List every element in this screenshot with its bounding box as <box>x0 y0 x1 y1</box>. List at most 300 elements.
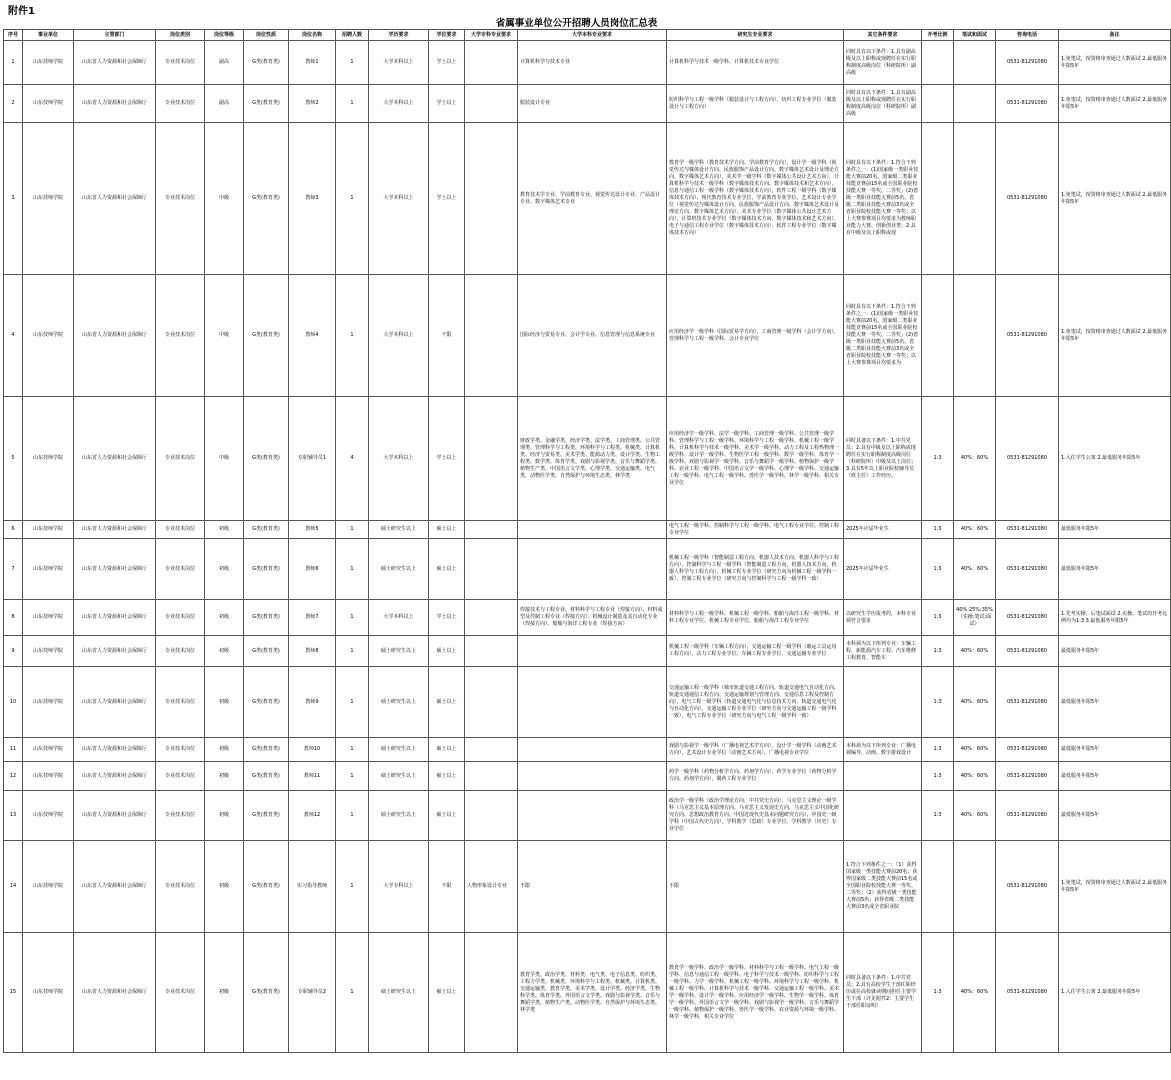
col-header: 学历要求 <box>369 30 429 41</box>
cell-text: 山东省人力资源和社会保障厅 <box>81 772 147 779</box>
cell-text: 专业技术岗位 <box>164 614 195 620</box>
cell-ratio <box>922 841 954 933</box>
cell-degree <box>429 275 465 397</box>
cell-text: 专业技术岗位 <box>164 746 195 752</box>
cell-text: 不限 <box>441 883 452 889</box>
cell-text: 1 <box>350 772 354 779</box>
cell-category <box>156 933 205 1053</box>
cell-name <box>289 667 336 738</box>
cell-text: 政治学一级学科（政治学理论方向、中共党史方向），马克思主义理论一级学科（马克思主义基本原理方向、马克思主义发展史方向、马克思主义中国化研究方向、思想政治教育方向、中国近现代史基本问题研究方向），中国史一级学科（中国古代史方向），学科教学（思政）专业学位、学科教学（历史）专业学位 <box>669 798 840 832</box>
cell-text: 专业技术岗位 <box>164 526 195 532</box>
table-body <box>4 41 1171 1053</box>
cell-undergrad <box>518 521 667 539</box>
table-row <box>4 791 1171 841</box>
cell-text: 0531-81291080 <box>1007 647 1047 654</box>
cell-text: 山东省人力资源和社会保障厅 <box>81 455 147 461</box>
cell-edu <box>369 397 429 521</box>
cell-text: 硕士研究生以上 <box>380 698 416 705</box>
cell-weight <box>954 600 996 636</box>
cell-level <box>205 738 244 762</box>
cell-text: 2 <box>11 100 15 106</box>
cell-unit <box>23 123 74 275</box>
cell-unit <box>23 600 74 636</box>
cell-text: 2025年应届毕业生 <box>846 565 889 572</box>
cell-text: 专业技术岗位 <box>164 100 195 106</box>
cell-text: 1.免笔试，按资格审查通过人数面试 2.最低服务年限5年 <box>1061 96 1168 110</box>
cell-text: 0531-81291080 <box>1007 526 1047 532</box>
cell-text: 教育学类、政治学类、材料类、电气类、电子信息类、纺织类、工程力学类、机械类、环境科学与工程类、机械类、计算机类、交通运输类、教育学类、美术学类、设计学类、经济学类、生物科学类、体育学类、外国语言文学类、戏剧与影视学类、音乐与舞蹈学类、植物生产类、动物医学类、自然保护与环境生态类、林学类 <box>520 971 661 1013</box>
cell-college <box>465 762 518 791</box>
cell-text: 1 <box>350 614 354 620</box>
cell-text: 山东省人力资源和社会保障厅 <box>81 195 147 201</box>
cell-grad <box>667 123 844 275</box>
table-row <box>4 933 1171 1053</box>
cell-text: 山东技师学院 <box>32 455 63 461</box>
cell-dept <box>74 791 156 841</box>
cell-text: 1.符合下列条件之一：（1）获得国家级一类技能大赛前20名；获得国家级二类技能大赛前15名或全国职业院校技能大赛一等奖、二等奖；（2）获得省级一类技能大赛前5名；获得省级二类技能大赛前3名或全省职业院 <box>846 862 918 910</box>
cell-text: 专业技术岗位 <box>164 883 195 889</box>
cell-other <box>844 85 922 123</box>
cell-undergrad <box>518 738 667 762</box>
cell-phone <box>996 738 1059 762</box>
cell-text: 1 <box>350 526 354 532</box>
cell-text: 专业技术岗位 <box>164 812 195 818</box>
cell-college <box>465 636 518 667</box>
cell-nature <box>244 738 289 762</box>
cell-text: 初级 <box>218 772 229 779</box>
cell-undergrad <box>518 539 667 600</box>
cell-text: 10 <box>9 698 17 705</box>
cell-nature <box>244 636 289 667</box>
cell-text: 0531-81291080 <box>1007 812 1047 818</box>
cell-text: 6 <box>11 526 15 532</box>
cell-text: 1:3 <box>933 989 942 995</box>
table-row <box>4 636 1171 667</box>
cell-text: 药学一级学科（药物分析学方向、药剂学方向），药学专业学位（药物分析学方向、药剂学方向），制药工程专业学位 <box>669 769 837 782</box>
cell-phone <box>996 123 1059 275</box>
cell-unit <box>23 636 74 667</box>
cell-text: 教师7 <box>305 614 319 620</box>
cell-degree <box>429 933 465 1053</box>
cell-no <box>4 41 23 85</box>
cell-edu <box>369 275 429 397</box>
cell-text: 40%：60% <box>960 526 989 532</box>
cell-text: 山东省人力资源和社会保障厅 <box>81 989 147 995</box>
cell-text: 硕士以上 <box>436 746 457 752</box>
cell-college <box>465 123 518 275</box>
cell-text: 1:3 <box>933 614 942 620</box>
cell-text: 14 <box>9 883 17 889</box>
cell-dept <box>74 521 156 539</box>
cell-text: 同时具有以下条件：1.符合下列条件之一：(1)国家级一类职业技能大赛前20名、国家级二类职业技能竞赛前15名或全国职业院校技能大赛一等奖、二等奖；(2)省级一类职业技能大赛前5名、省级二类职业技能大赛前3名或全省职业院校技能大赛一等奖；以上大赛参赛项目均要求为教师职业能力大赛、创新创业类；2.具有中级及以上职称或现 <box>846 160 919 236</box>
table-row <box>4 521 1171 539</box>
cell-name <box>289 521 336 539</box>
cell-ratio <box>922 123 954 275</box>
cell-category <box>156 667 205 738</box>
cell-ratio <box>922 41 954 85</box>
cell-no <box>4 397 23 521</box>
cell-text: 山东省人力资源和社会保障厅 <box>81 883 147 889</box>
cell-text: 最低服务年限5年 <box>1061 647 1100 654</box>
cell-text: 5 <box>11 455 15 461</box>
cell-text: 教师5 <box>305 526 319 532</box>
cell-ratio <box>922 791 954 841</box>
cell-text: 最低服务年限5年 <box>1061 526 1100 532</box>
cell-text: 硕士研究生以上 <box>380 526 416 532</box>
cell-unit <box>23 41 74 85</box>
cell-note <box>1059 539 1171 600</box>
cell-text: 专业技术岗位 <box>164 195 195 201</box>
cell-grad <box>667 738 844 762</box>
cell-text: 1:3 <box>933 455 942 461</box>
cell-text: 教师3 <box>305 195 319 201</box>
cell-text: G类(教育类) <box>252 989 280 995</box>
cell-text: 山东省人力资源和社会保障厅 <box>81 59 147 65</box>
cell-text: 0531-81291080 <box>1007 614 1047 620</box>
cell-text: 1 <box>350 195 354 201</box>
cell-edu <box>369 539 429 600</box>
cell-text: 1.免笔试，按资格审查通过人数面试 2.最低服务年限5年 <box>1061 191 1168 205</box>
cell-note <box>1059 41 1171 85</box>
col-header: 笔试和面试 <box>954 30 996 41</box>
cell-note <box>1059 762 1171 791</box>
cell-weight <box>954 791 996 841</box>
cell-level <box>205 636 244 667</box>
cell-no <box>4 123 23 275</box>
cell-text: 1:3 <box>933 526 942 532</box>
cell-text: 初级 <box>218 565 229 572</box>
cell-count <box>336 275 369 397</box>
cell-no <box>4 762 23 791</box>
cell-college <box>465 41 518 85</box>
cell-other <box>844 933 922 1053</box>
cell-text: 山东省人力资源和社会保障厅 <box>81 100 147 106</box>
cell-grad <box>667 933 844 1053</box>
cell-text: 中级 <box>218 332 229 338</box>
cell-phone <box>996 667 1059 738</box>
cell-text: G类(教育类) <box>252 812 280 818</box>
cell-phone <box>996 521 1059 539</box>
cell-text: 13 <box>9 812 17 818</box>
cell-note <box>1059 85 1171 123</box>
cell-text: 应用经济学一级学科、法学一级学科、工商管理一级学科、公共管理一级学科、管理科学与工程一级学科、环境科学与工程一级学科、机械工程一级学科、计算机科学与技术一级学科、美术学一级学科、动力工程及工程热物理一级学科、设计学一级学科、生物医学工程一级学科、数学一级学科、体育学一级学科、戏剧与影视学一级学科、音乐与舞蹈学一级学科、植物保护一级学科、农业工程一级学科、中国语言文学一级学科、心理学一级学科、交通运输工程一级学科、电气工程一级学科、兽医学一级学科、林学一级学科、相关专业学位 <box>669 430 840 486</box>
cell-text: 山东技师学院 <box>32 647 63 654</box>
cell-unit <box>23 667 74 738</box>
cell-name <box>289 841 336 933</box>
cell-dept <box>74 667 156 738</box>
cell-text: 40%：60% <box>960 455 989 461</box>
cell-category <box>156 275 205 397</box>
cell-text: 初级 <box>218 526 229 532</box>
cell-text: 大学本科以上 <box>383 59 414 65</box>
cell-college <box>465 521 518 539</box>
cell-text: G类(教育类) <box>252 772 280 779</box>
cell-text: 1 <box>350 647 354 654</box>
cell-text: 1:3 <box>933 746 942 752</box>
cell-text: 学士以上 <box>436 614 457 620</box>
cell-nature <box>244 539 289 600</box>
cell-degree <box>429 738 465 762</box>
cell-name <box>289 738 336 762</box>
cell-grad <box>667 397 844 521</box>
cell-text: 1:3 <box>933 812 942 818</box>
cell-count <box>336 841 369 933</box>
cell-text: 山东省人力资源和社会保障厅 <box>81 565 147 572</box>
col-header: 备注 <box>1059 30 1171 41</box>
cell-text: 硕士以上 <box>436 698 457 705</box>
cell-text: 山东省人力资源和社会保障厅 <box>81 332 147 338</box>
cell-text: 计算机科学与技术专业 <box>520 59 571 65</box>
cell-unit <box>23 85 74 123</box>
cell-text: 焊接技术与工程专业、材料科学与工程专业（焊接方向）、材料成型及控制工程专业（焊接方向）、机械设计制造及其自动化专业（焊接方向）、船舶与海洋工程专业（焊接方向） <box>520 607 663 627</box>
cell-dept <box>74 600 156 636</box>
cell-text: 教师1 <box>305 59 319 65</box>
cell-college <box>465 667 518 738</box>
cell-text: 专业技术岗位 <box>164 565 195 572</box>
cell-text: 教师8 <box>305 647 319 654</box>
cell-level <box>205 41 244 85</box>
cell-college <box>465 600 518 636</box>
cell-text: 大学本科以上 <box>383 332 414 338</box>
cell-undergrad <box>518 762 667 791</box>
cell-category <box>156 85 205 123</box>
cell-no <box>4 933 23 1053</box>
cell-phone <box>996 933 1059 1053</box>
cell-text: 山东技师学院 <box>32 100 63 106</box>
cell-grad <box>667 521 844 539</box>
cell-edu <box>369 762 429 791</box>
cell-text: G类(教育类) <box>252 698 280 705</box>
cell-text: 硕士研究生以上 <box>380 565 416 572</box>
cell-college <box>465 539 518 600</box>
col-header: 其它条件要求 <box>844 30 922 41</box>
cell-dept <box>74 933 156 1053</box>
cell-text: 1:3 <box>933 772 942 779</box>
col-header: 序号 <box>4 30 23 41</box>
cell-text: 40%：60% <box>960 565 989 572</box>
cell-ratio <box>922 275 954 397</box>
cell-text: 教师11 <box>303 772 321 779</box>
cell-text: 山东技师学院 <box>32 883 63 889</box>
cell-undergrad <box>518 123 667 275</box>
cell-other <box>844 275 922 397</box>
cell-college <box>465 397 518 521</box>
cell-text: 专业技术岗位 <box>164 455 195 461</box>
table-row <box>4 397 1171 521</box>
cell-nature <box>244 791 289 841</box>
cell-text: 教师4 <box>305 332 319 338</box>
cell-text: 中级 <box>218 455 229 461</box>
cell-text: 硕士以上 <box>436 989 457 995</box>
cell-text: 学士以上 <box>436 59 457 65</box>
cell-undergrad <box>518 841 667 933</box>
cell-text: 教育学一级学科、政治学一级学科、材料科学与工程一级学科、电气工程一级学科、信息与通信工程一级学科、电子科学与技术一级学科、纺织科学与工程一级学科、力学一级学科、机械工程一级学科、环境科学与工程一级学科、机械工程一级学科、计算机科学与技术一级学科、交通运输工程一级学科、美术学一级学科、设计学一级学科、应用经济学一级学科、生物学一级学科、体育学一级学科、外国语言文学一级学科、戏剧与影视学一级学科、音乐与舞蹈学一级学科、植物保护一级学科、兽医学一级学科、农业资源与环境一级学科、林学一级学科，相关专业学位 <box>669 964 840 1020</box>
cell-text: 本科须为以下所列专业：车辆工程、新能源汽车工程、汽车维修工程教育、智能车 <box>846 640 917 661</box>
cell-dept <box>74 738 156 762</box>
cell-other <box>844 667 922 738</box>
table-row <box>4 539 1171 600</box>
cell-text: 初级 <box>218 989 229 995</box>
cell-text: 电气工程一级学科、控制科学与工程一级学科、电气工程专业学位、控制工程专业学位 <box>669 522 840 536</box>
cell-text: 山东省人力资源和社会保障厅 <box>81 746 147 752</box>
cell-nature <box>244 85 289 123</box>
cell-text: 实习指导教师 <box>296 883 327 889</box>
cell-undergrad <box>518 933 667 1053</box>
cell-level <box>205 539 244 600</box>
cell-text: 教育学一级学科（教育技术学方向、学前教育学方向），设计学一级学科（视觉传达与媒体设计方向、民族服饰产品设计方向、数字媒体艺术设计及理论方向、数字媒体艺术方向），美术学一级学科（数字媒体公共设计艺术方向），计算机科学与技术一级学科（数字媒体技术方向、数字媒体技术和艺术方向），信息与通信工程一级学科（数字媒体技术方向），软件工程一级学科（数字媒体技术方向）、现代教育技术专业学位、学前教育专业学位、艺术设计专业学位（视觉传达与媒体设计方向、民族服饰产品设计方向、数字媒体艺术设计及理论方向、数字媒体艺术方向），美术专业学位（数字媒体公共设计艺术方向），计算机技术专业学位（数字媒体技术方向、数字媒体技术和艺术方向），电子与通信工程专业学位（数字媒体技术方向）、软件工程专业学位（数字媒体技术方向） <box>669 160 840 236</box>
cell-unit <box>23 791 74 841</box>
col-header: 大学本科专业要求 <box>518 30 667 41</box>
cell-text: 戏剧与影视学一级学科（广播电视艺术学方向），设计学一级学科（动画艺术方向），艺术设计专业学位（动画艺术方向），广播电视专业学位 <box>669 742 837 756</box>
cell-name <box>289 933 336 1053</box>
table-row <box>4 738 1171 762</box>
cell-grad <box>667 600 844 636</box>
cell-count <box>336 41 369 85</box>
cell-text: 初级 <box>218 746 229 752</box>
cell-text: 学士以上 <box>436 195 457 201</box>
cell-text: 40%：60% <box>960 812 989 818</box>
cell-weight <box>954 636 996 667</box>
cell-name <box>289 636 336 667</box>
cell-phone <box>996 791 1059 841</box>
cell-degree <box>429 791 465 841</box>
cell-no <box>4 539 23 600</box>
cell-text: 材料科学与工程一级学科、机械工程一级学科、船舶与海洋工程一级学科、材料工程专业学位、机械工程专业学位、船舶与海洋工程专业学位 <box>669 610 840 624</box>
cell-undergrad <box>518 397 667 521</box>
cell-text: 山东省人力资源和社会保障厅 <box>81 647 147 654</box>
cell-text: 山东技师学院 <box>32 195 63 201</box>
cell-ratio <box>922 933 954 1053</box>
cell-text: 学士以上 <box>436 100 457 106</box>
cell-text: 教师12 <box>303 812 321 818</box>
cell-nature <box>244 933 289 1053</box>
cell-name <box>289 762 336 791</box>
cell-text: 0531-81291080 <box>1007 989 1047 995</box>
cell-other <box>844 41 922 85</box>
cell-other <box>844 539 922 600</box>
cell-text: 0531-81291080 <box>1007 59 1047 65</box>
cell-degree <box>429 841 465 933</box>
cell-text: G类(教育类) <box>252 195 280 201</box>
cell-text: 山东省人力资源和社会保障厅 <box>81 812 147 818</box>
cell-level <box>205 791 244 841</box>
cell-text: G类(教育类) <box>252 746 280 752</box>
cell-level <box>205 841 244 933</box>
positions-table <box>3 29 1171 1053</box>
cell-phone <box>996 539 1059 600</box>
cell-unit <box>23 933 74 1053</box>
cell-text: 山东技师学院 <box>32 565 63 572</box>
col-header: 学位要求 <box>429 30 465 41</box>
col-header: 岗位名称 <box>289 30 336 41</box>
cell-text: 同时具备以下条件：1.中共党员；2.具有中级及以上职称或现聘任在实行职称制度高级岗位（科研院所）中级及以上岗位；3.具有5年以上职业院校辅导员（班主任）工作经历。 <box>846 437 917 479</box>
table-row <box>4 275 1171 397</box>
cell-dept <box>74 539 156 600</box>
cell-text: 大学专科以上 <box>383 883 414 889</box>
cell-other <box>844 738 922 762</box>
cell-other <box>844 600 922 636</box>
attachment-label: 附件1 <box>8 6 35 17</box>
cell-note <box>1059 397 1171 521</box>
cell-grad <box>667 539 844 600</box>
cell-phone <box>996 275 1059 397</box>
cell-text: 1 <box>350 332 354 338</box>
cell-text: 不限 <box>520 883 531 889</box>
cell-college <box>465 275 518 397</box>
cell-text: 教师6 <box>305 565 319 572</box>
col-header: 研究生专业要求 <box>667 30 844 41</box>
cell-text: 山东省人力资源和社会保障厅 <box>81 526 147 532</box>
cell-no <box>4 841 23 933</box>
cell-text: 1 <box>350 698 354 705</box>
cell-text: 40%：60% <box>960 746 989 752</box>
cell-dept <box>74 636 156 667</box>
cell-text: G类(教育类) <box>252 59 280 65</box>
cell-degree <box>429 85 465 123</box>
cell-text: 交通运输工程一级学科（城市轨道交通工程方向、轨道交通电气自动化方向、轨道交通通信工程方向、交通运输规划与管理方向、交通信息工程及控制方向），电气工程一级学科（轨道交通电气化与信息技术方向、轨道交通电气化与自动化方向），交通运输工程专业学位（研究方向与交通运输工程一级学科一致），电气工程专业学位（研究方向与电气工程一级学科一致） <box>669 684 840 719</box>
cell-text: 1.先考实操，后笔试面试 2.实操、笔试的开考比例均为1:3 3.最低服务年限5年 <box>1061 610 1168 624</box>
cell-grad <box>667 841 844 933</box>
cell-no <box>4 600 23 636</box>
cell-degree <box>429 397 465 521</box>
cell-text: 1:3 <box>933 647 942 654</box>
cell-text: 0531-81291080 <box>1007 746 1047 752</box>
cell-dept <box>74 841 156 933</box>
cell-text: G类(教育类) <box>252 100 280 106</box>
cell-text: 山东技师学院 <box>32 812 63 818</box>
cell-text: 计算机科学与技术一级学科、计算机技术专业学位 <box>669 59 780 65</box>
cell-category <box>156 841 205 933</box>
cell-phone <box>996 600 1059 636</box>
cell-edu <box>369 521 429 539</box>
cell-category <box>156 41 205 85</box>
cell-text: 机械工程一级学科（智能制造工程方向、机器人技术方向、机器人科学与工程方向），控制科学与工程一级学科（智能制造工程方向、机器人技术方向、机器人科学与工程方向），机械工程专业学位（研究方向为机械工程一级学科一致），控制工程专业学位（研究方向与控制科学与工程一级学科一致） <box>669 555 840 582</box>
cell-weight <box>954 41 996 85</box>
cell-count <box>336 791 369 841</box>
cell-text: 山东技师学院 <box>32 698 63 705</box>
cell-text: 1 <box>350 883 354 889</box>
cell-degree <box>429 667 465 738</box>
cell-ratio <box>922 539 954 600</box>
cell-degree <box>429 41 465 85</box>
cell-degree <box>429 636 465 667</box>
cell-text: 硕士研究生以上 <box>380 772 416 779</box>
cell-text: 专职辅导员1 <box>297 455 327 461</box>
cell-nature <box>244 600 289 636</box>
cell-college <box>465 933 518 1053</box>
cell-text: 12 <box>9 772 17 779</box>
cell-text: 最低服务年限5年 <box>1061 746 1100 752</box>
cell-text: 4 <box>11 332 15 338</box>
cell-text: 国际经济与贸易专业、会计学专业、信息管理与信息系统专业 <box>520 332 656 338</box>
cell-other <box>844 123 922 275</box>
table-row <box>4 600 1171 636</box>
cell-text: 初级 <box>218 812 229 818</box>
cell-ratio <box>922 738 954 762</box>
cell-note <box>1059 636 1171 667</box>
cell-undergrad <box>518 600 667 636</box>
cell-count <box>336 397 369 521</box>
cell-text: 1 <box>350 100 354 106</box>
cell-text: 40%：60% <box>960 989 989 995</box>
cell-text: G类(教育类) <box>252 526 280 532</box>
cell-no <box>4 636 23 667</box>
cell-undergrad <box>518 636 667 667</box>
cell-text: 教师2 <box>305 100 319 106</box>
cell-text: 40%：60% <box>960 772 989 779</box>
cell-count <box>336 123 369 275</box>
cell-text: G类(教育类) <box>252 565 280 572</box>
